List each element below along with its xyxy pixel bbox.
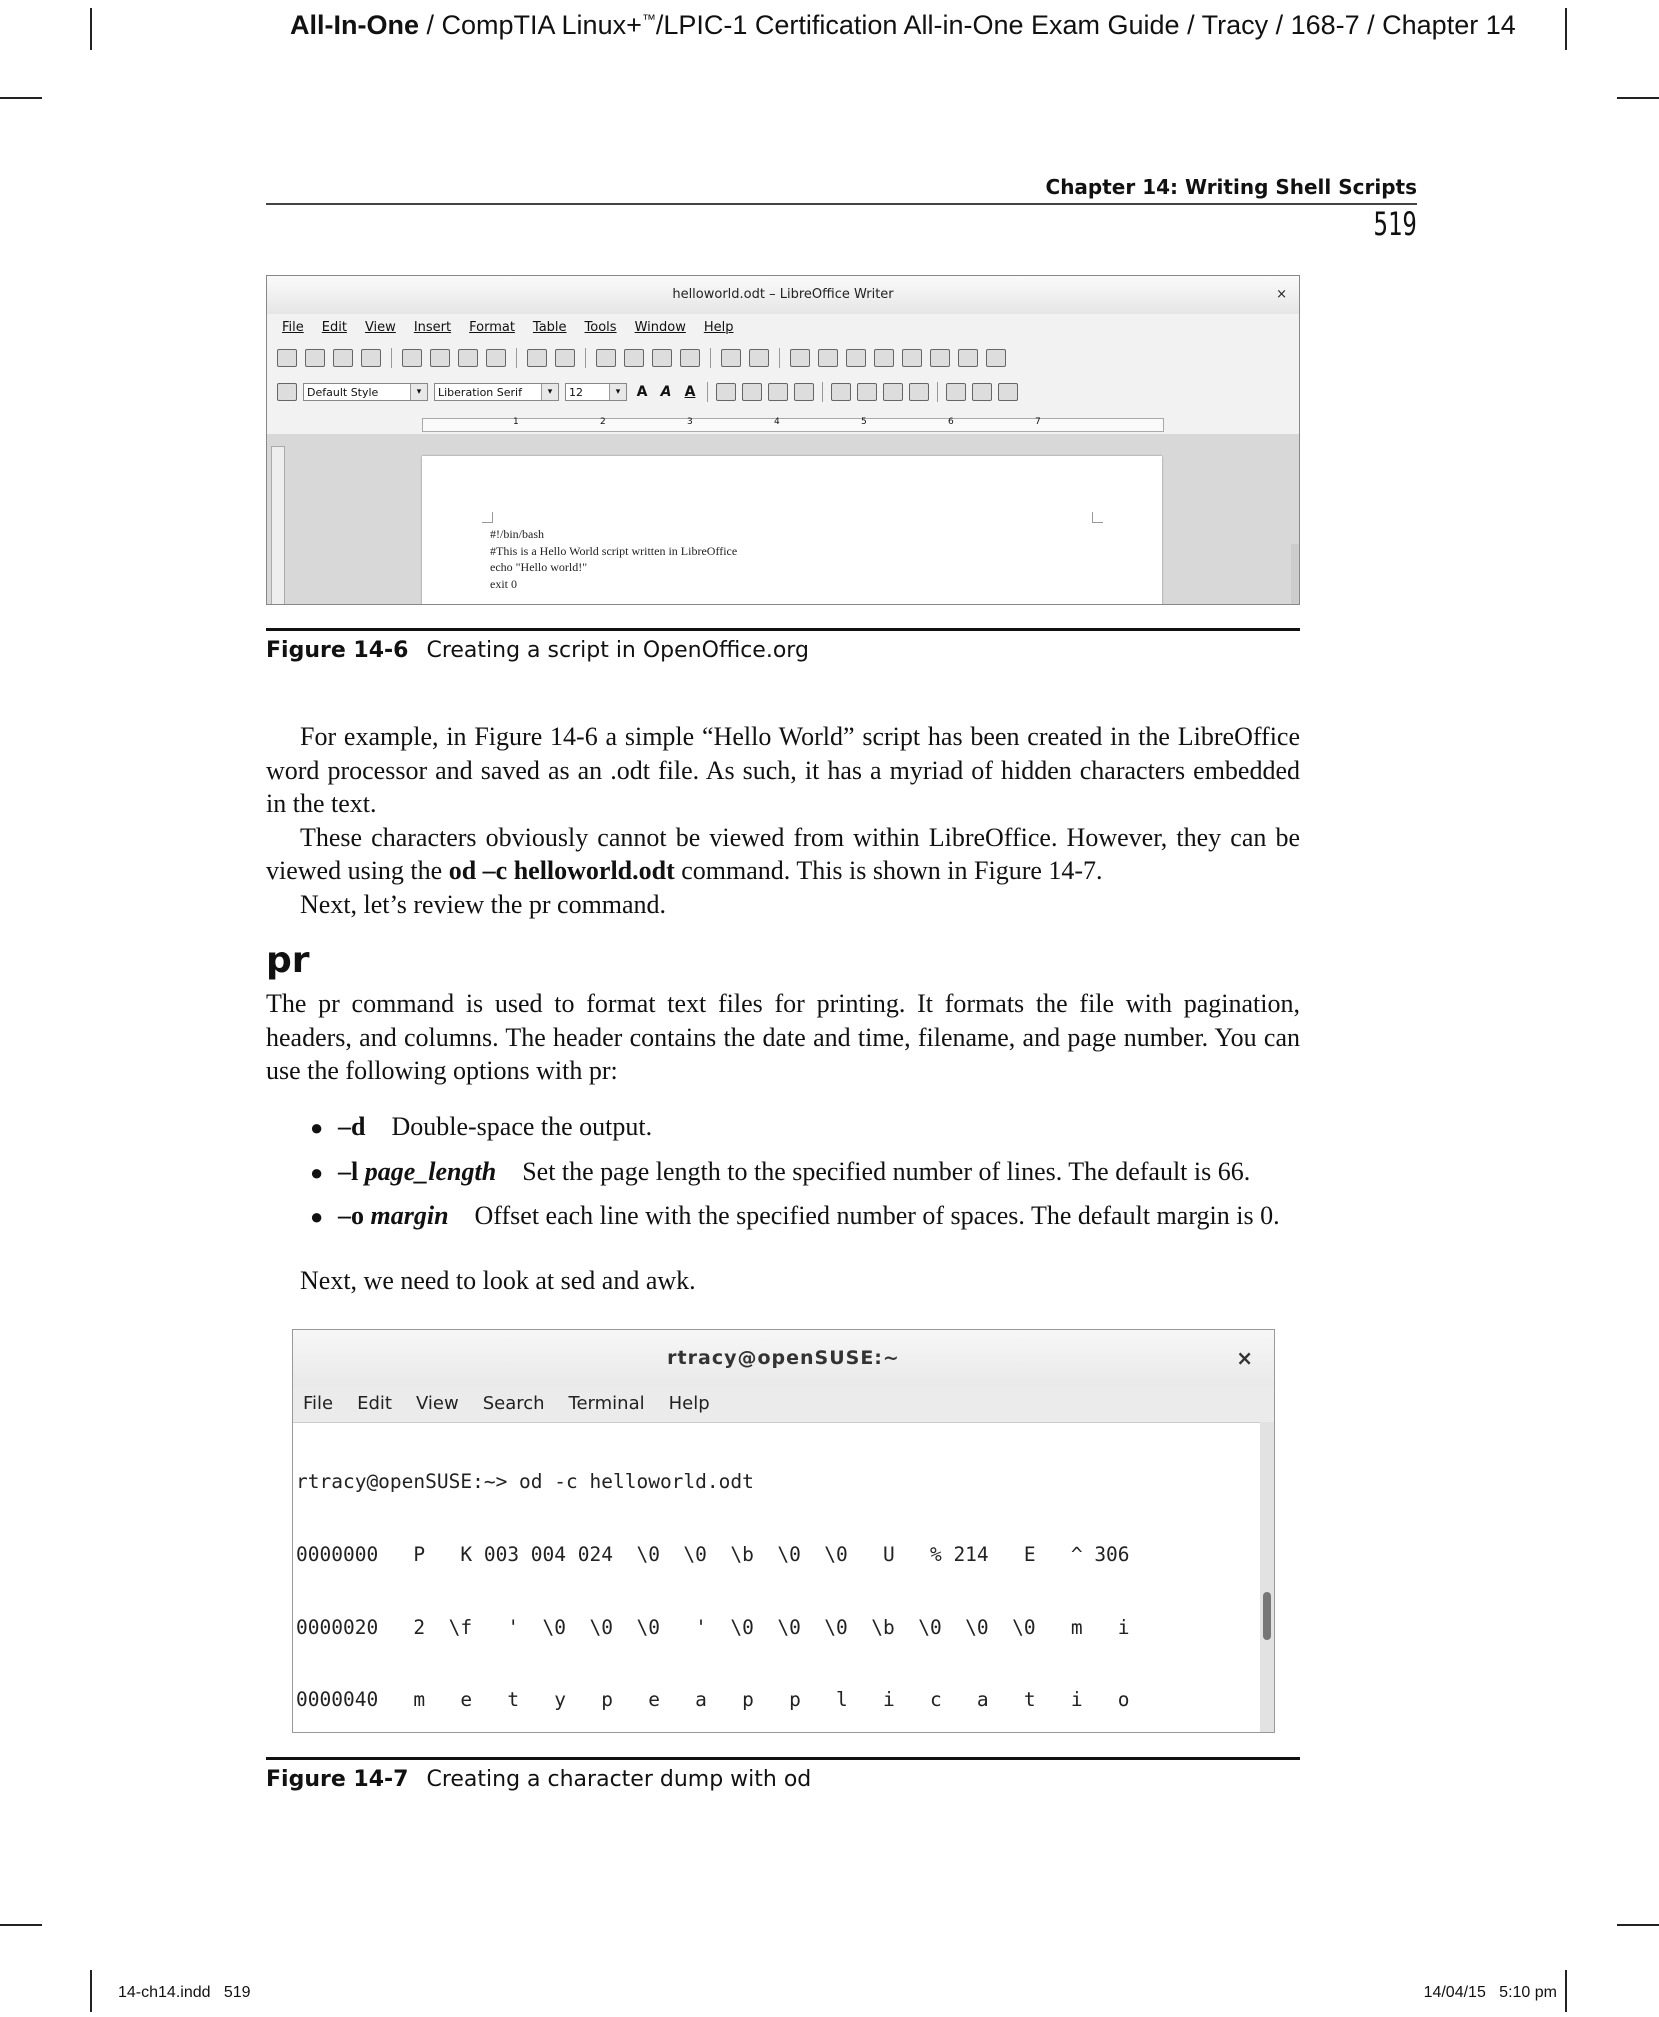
email-icon[interactable] [361,349,381,367]
font-name-select[interactable] [434,383,559,401]
crop-mark [1565,1970,1567,2012]
doc-line: exit 0 [490,576,517,591]
menu-table[interactable]: Table [532,319,567,335]
ruler-mark: 3 [687,417,693,427]
horizontal-ruler[interactable] [422,418,1164,432]
toolbar-separator [707,382,708,402]
menu-view[interactable]: View [415,1393,459,1414]
option-description: Offset each line with the specified number of spaces. The default margin is 0. [474,1201,1280,1230]
ruler-mark: 6 [948,417,954,427]
close-icon[interactable]: × [1236,1346,1254,1370]
new-document-icon[interactable] [277,349,297,367]
save-icon[interactable] [333,349,353,367]
option-description: Set the page length to the specified number of lines. The default is 66. [522,1156,1251,1186]
menu-window[interactable]: Window [634,319,686,335]
ruler-mark: 7 [1035,417,1041,427]
ruler-mark: 5 [861,417,867,427]
numbering-icon[interactable] [831,383,851,401]
menu-bar [293,1386,1274,1423]
ruler-mark: 4 [774,417,780,427]
slug-tm: ™ [641,11,656,27]
toolbar-separator [937,382,938,402]
undo-icon[interactable] [721,349,741,367]
show-draw-icon[interactable] [846,349,866,367]
slug-title-rest: /LPIC-1 Certification All-in-One Exam Guide / Tracy / 168-7 / Chapter 14 [655,10,1516,40]
font-color-icon[interactable] [946,383,966,401]
option-name: –l page_length [338,1156,497,1186]
toolbar-separator [585,348,586,368]
styles-icon[interactable] [277,383,297,401]
terminal-line: 0000020 2 \f ' \0 \0 \0 ' \0 \0 \0 \b \0 \0 \0 m i [296,1615,1130,1639]
font-size-value: 12 [569,385,583,399]
menu-file[interactable]: File [303,1393,334,1414]
doc-line: echo "Hello world!" [490,560,588,574]
paragraph-text: These characters obviously cannot be viewed from within LibreOffice. However, they can be viewed using the [266,822,1300,885]
document-text[interactable] [490,526,737,592]
copy-icon[interactable] [624,349,644,367]
figure-caption-text: Creating a script in OpenOffice.org [426,638,809,663]
highlighting-icon[interactable] [972,383,992,401]
paragraph-text: command. This is shown in Figure 14-7. [674,856,1103,885]
toolbar-separator [391,348,392,368]
justify-icon[interactable] [794,383,814,401]
close-icon[interactable]: × [1276,287,1287,302]
menu-tools[interactable]: Tools [584,319,617,335]
option-description: Double-space the output. [391,1112,653,1141]
align-center-icon[interactable] [742,383,762,401]
figure-caption-text: Creating a character dump with od [426,1767,812,1792]
paragraph: Next, let’s review the pr command. [300,889,667,919]
menu-bar [267,314,1299,340]
section-heading: pr [266,940,310,981]
vertical-scrollbar[interactable] [1291,544,1300,605]
footer-file-info: 14-ch14.indd 519 [118,1984,251,2001]
vertical-scrollbar[interactable] [1260,1422,1274,1733]
window-titlebar [293,1330,1274,1386]
menu-file[interactable]: File [282,319,304,335]
crop-mark [1617,97,1659,99]
font-size-select[interactable] [565,383,627,401]
running-head-rule [266,203,1417,205]
figure-caption [266,1767,811,1792]
menu-insert[interactable]: Insert [413,319,452,335]
gallery-icon[interactable] [902,349,922,367]
bullet-icon: ● [310,1115,324,1140]
terminal-output[interactable] [296,1422,1130,1733]
list-item [310,1157,1280,1202]
terminal-line: rtracy@openSUSE:~> od -c helloworld.odt [296,1470,754,1494]
chevron-down-icon: ▾ [410,384,427,400]
bullet-icon: ● [310,1159,324,1185]
window-titlebar [267,276,1299,314]
menu-edit[interactable]: Edit [357,1393,392,1414]
paragraph: Next, we need to look at sed and awk. [300,1266,696,1295]
font-name-value: Liberation Serif [438,385,522,399]
figure-rule [266,628,1300,631]
cut-icon[interactable] [596,349,616,367]
edit-mode-icon[interactable] [402,349,422,367]
paragraph-style-select[interactable] [303,383,428,401]
increase-indent-icon[interactable] [909,383,929,401]
table-icon[interactable] [818,349,838,367]
crop-mark [0,97,42,99]
ruler-mark: 2 [600,417,606,427]
crop-mark [90,1970,92,2012]
help-icon[interactable] [986,349,1006,367]
slug-line [290,10,1570,41]
window-title: rtracy@openSUSE:~ [667,1347,900,1369]
italic-icon[interactable]: A [660,384,672,400]
command-text: od –c helloworld.odt [448,856,675,885]
align-right-icon[interactable] [768,383,788,401]
ruler-mark: 1 [513,417,519,427]
spellcheck-icon[interactable] [527,349,547,367]
decrease-indent-icon[interactable] [883,383,903,401]
crop-mark [90,8,92,50]
redo-icon[interactable] [749,349,769,367]
terminal-line: 0000000 P K 003 004 024 \0 \0 \b \0 \0 U % 214 E ^ 306 [296,1543,1130,1567]
menu-edit[interactable]: Edit [321,319,347,335]
crop-mark [0,1924,42,1926]
menu-help[interactable]: Help [668,1393,710,1414]
list-item [310,1201,1280,1246]
autospellcheck-icon[interactable] [555,349,575,367]
export-pdf-icon[interactable] [430,349,450,367]
window-title: helloworld.odt – LibreOffice Writer [672,287,894,302]
figure-rule [266,1757,1300,1760]
scrollbar-thumb[interactable] [1263,1592,1271,1640]
menu-terminal[interactable]: Terminal [568,1393,645,1414]
hyperlink-icon[interactable] [790,349,810,367]
data-sources-icon[interactable] [930,349,950,367]
option-name: –d [338,1112,366,1141]
bullets-icon[interactable] [857,383,877,401]
libreoffice-window [266,275,1300,605]
standard-toolbar [267,340,1299,376]
print-icon[interactable] [458,349,478,367]
terminal-line: 0000040 m e t y p e a p p l i c a t i o [296,1688,1130,1712]
footer-timestamp: 14/04/15 5:10 pm [1423,1984,1557,2001]
menu-help[interactable]: Help [703,319,734,335]
running-head: Chapter 14: Writing Shell Scripts [1045,175,1417,199]
paragraph-style-value: Default Style [307,385,379,399]
slug-brand: All-In-One [290,10,419,40]
page-number: 519 [1373,205,1417,243]
pilcrow-icon[interactable] [958,349,978,367]
body-text [266,1264,1300,1298]
menu-format[interactable]: Format [469,319,515,335]
figure-label: Figure 14-7 [266,1767,409,1792]
bullet-icon: ● [310,1204,324,1229]
chevron-down-icon: ▾ [609,384,626,400]
formatting-toolbar [267,376,1299,408]
open-icon[interactable] [305,349,325,367]
paragraph [266,821,1300,888]
document-page[interactable] [422,456,1162,605]
text-boundary-mark [1092,512,1103,523]
menu-view[interactable]: View [364,319,396,335]
menu-search[interactable]: Search [482,1393,545,1414]
list-item [310,1112,1280,1157]
option-list [310,1112,1280,1246]
doc-line: #This is a Hello World script written in LibreOffice [490,543,738,558]
clone-formatting-icon[interactable] [680,349,700,367]
paragraph: The pr command is used to format text files for printing. It formats the file with pagination, headers, and columns. The header contains the date and time, filename, and page number. You can use the following options with pr: [266,989,1300,1085]
doc-line: #!/bin/bash [490,527,544,541]
option-name: –o margin [338,1201,449,1230]
body-text [266,720,1300,921]
toolbar-separator [779,348,780,368]
toolbar-separator [710,348,711,368]
underline-icon[interactable]: A [684,384,696,400]
crop-mark [1617,1924,1659,1926]
figure-caption [266,638,809,663]
terminal-window [292,1329,1275,1733]
slug-title: / CompTIA Linux+ [419,10,642,40]
vertical-ruler[interactable] [271,446,285,605]
paste-icon[interactable] [652,349,672,367]
align-left-icon[interactable] [716,383,736,401]
toolbar-separator [516,348,517,368]
print-preview-icon[interactable] [486,349,506,367]
chevron-down-icon: ▾ [541,384,558,400]
text-boundary-mark [482,512,493,523]
paragraph: For example, in Figure 14-6 a simple “Hello World” script has been created in the LibreOffice word processor and saved as an .odt file. As such, it has a myriad of hidden characters embedded in the text. [266,722,1300,818]
document-area [267,434,1300,605]
background-color-icon[interactable] [998,383,1018,401]
bold-icon[interactable]: A [636,384,648,400]
body-text [266,987,1300,1088]
figure-label: Figure 14-6 [266,638,409,663]
toolbar-separator [822,382,823,402]
navigator-icon[interactable] [874,349,894,367]
